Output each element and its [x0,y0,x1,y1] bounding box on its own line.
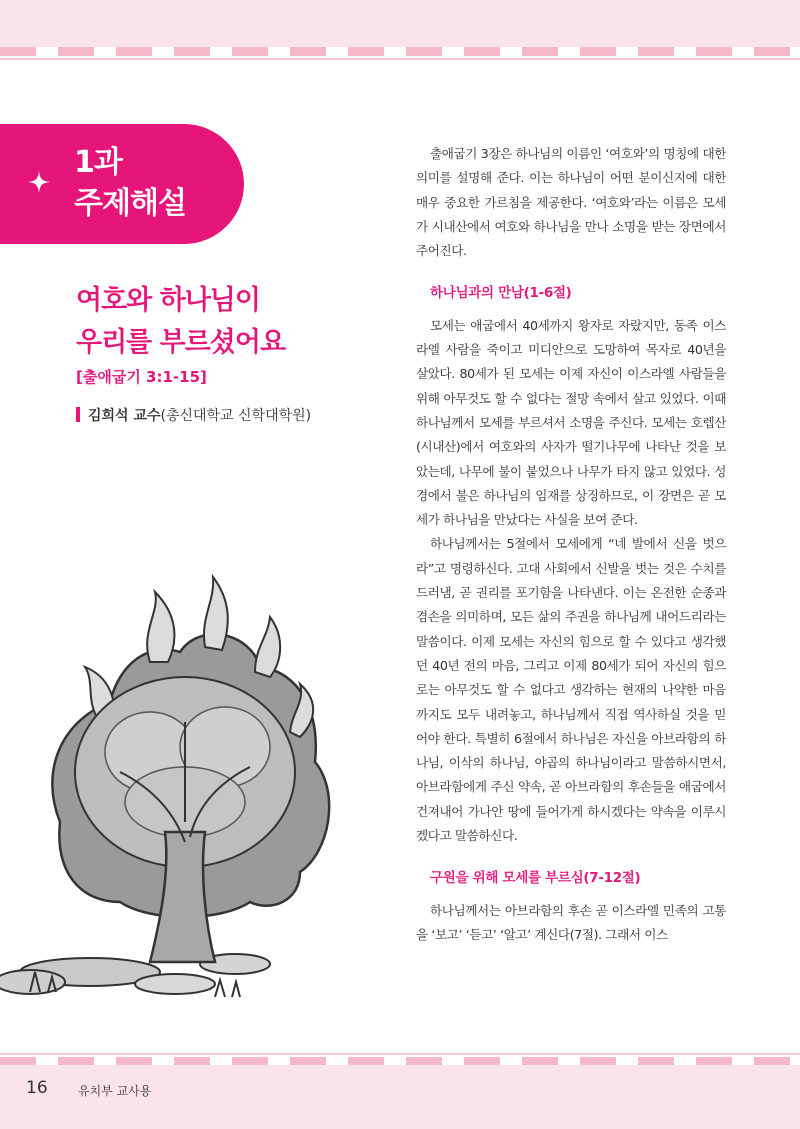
author-marker [76,407,80,422]
article-body [416,142,726,947]
section-1-heading: 하나님과의 만남(1-6절) [430,285,572,302]
scripture-reference: [출애굽기 3:1-15] [76,368,207,386]
lesson-number: 1과 [74,145,122,180]
sparkle-icon [28,171,50,193]
author-name: 김희석 교수 [88,408,161,424]
page-number: 16 [26,1078,48,1098]
burning-bush-illustration [0,572,372,1030]
header-dashed-border [0,47,800,56]
section-1-paragraph-1: 모세는 애굽에서 40세까지 왕자로 자랐지만, 동족 이스라엘 사람을 죽이고 미디안으로 도망하여 목자로 40년을 살았다. 80세가 된 모세는 이제 자신이 이스라엘 사람들을 위해 아무것도 할 수 없다는 절망 속에서 살고 있었다. 이때 하나님께서 모세를 부르셔서 소명을 주신다. 모세는 호렙산(시내산)에서 여호와의 사자가 떨기나무에 나타난 것을 보았는데, 나무에 불이 붙었으나 나무가 타지 않고 있었다. 성경에서 불은 하나님의 임재를 상징하므로, 이 장면은 곧 모세가 하나님을 만났다는 사실을 보여 준다. [416,317,726,528]
author-line [76,405,311,425]
book-name: 유치부 교사용 [78,1084,152,1098]
author-affiliation: (총신대학교 신학대학원) [160,408,312,424]
lesson-label [74,142,186,224]
section-1-paragraph-2: 하나님께서는 5절에서 모세에게 “네 발에서 신을 벗으라”고 명령하신다. 고대 사회에서 신발을 벗는 것은 수치를 드러냄, 곧 권리를 포기함을 나타낸다. 이는 온전한 순종과 겸손을 의미하며, 모든 삶의 주권을 하나님께 내어드리라는 말씀이다. 이제 모세는 자신의 힘으로 할 수 있다고 생각했던 40년 전의 마음, 그리고 이제 80세가 되어 자신의 힘으로는 아무것도 할 수 없다고 생각하는 현재의 나약한 마음까지도 모두 내려놓고, 하나님께서 직접 역사하실 것을 믿어야 한다. 특별히 6절에서 하나님은 자신을 아브라함의 하나님, 이삭의 하나님, 야곱의 하나님이라고 말씀하시면서, 아브라함에게 주신 약속, 곧 아브라함의 후손들을 애굽에서 건져내어 가나안 땅에 들어가게 하시겠다는 약속을 이루시겠다고 말씀하신다. [416,536,726,844]
intro-paragraph: 출애굽기 3장은 하나님의 이름인 ‘여호와’의 명칭에 대한 의미를 설명해 준다. 이는 하나님이 어떤 분이신지에 대한 매우 중요한 가르침을 제공한다. ‘여호와’라는 이름은 모세가 시내산에서 여호와 하나님을 만나 소명을 받는 장면에서 주어진다. [416,146,726,259]
header-band [0,0,800,47]
header-rule [0,58,800,60]
footer-dashed-border [0,1057,800,1065]
section-2-heading: 구원을 위해 모세를 부르심(7-12절) [430,870,641,887]
lesson-subtitle: 주제해설 [74,186,186,221]
page-title [76,280,285,364]
section-2-paragraph-1: 하나님께서는 아브라함의 후손 곧 이스라엘 민족의 고통을 ‘보고’ ‘듣고’ ‘알고’ 계신다(7절). 그래서 이스 [416,902,726,942]
footer-rule [0,1053,800,1055]
title-line-2: 우리를 부르셨어요 [76,327,286,358]
title-line-1: 여호와 하나님이 [76,285,260,316]
